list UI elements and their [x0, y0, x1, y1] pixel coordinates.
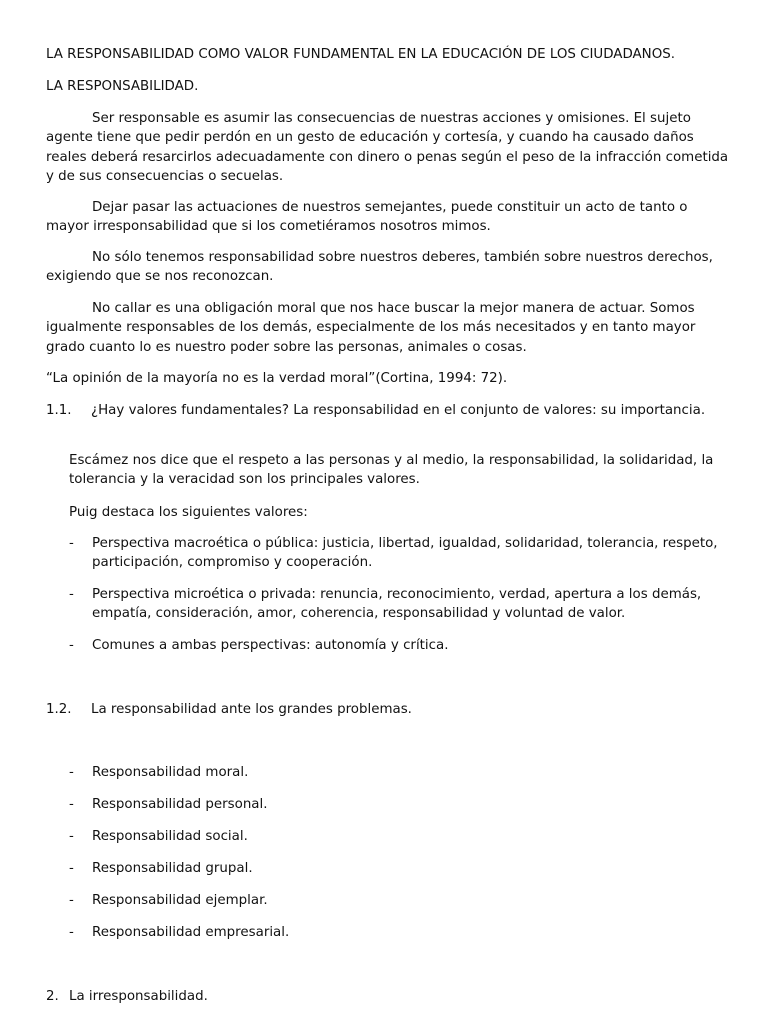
paragraph: Escámez nos dice que el respeto a las personas y al medio, la responsabilidad, la solidaridad, la tolerancia y la veracidad son los principales valores. — [69, 453, 714, 488]
list-item-text: Perspectiva macroética o pública: justicia, libertad, igualdad, solidaridad, tolerancia, respeto, participación, compromiso y cooperación. — [92, 536, 718, 571]
bullet-dash: - — [69, 829, 74, 844]
list-item — [69, 795, 752, 814]
section-1-2-heading — [46, 700, 753, 719]
list-item — [69, 763, 752, 782]
paragraph: No callar es una obligación moral que nos hace buscar la mejor manera de actuar. Somos igualmente responsables de los demás, especialmente de los más necesitados y en tanto mayor grado cuanto lo es nuestro poder sobre las personas, animales o cosas. — [46, 301, 696, 355]
section-2-heading — [46, 987, 753, 1006]
list-item-text: Responsabilidad moral. — [92, 765, 249, 780]
bullet-dash: - — [69, 638, 74, 653]
quote: “La opinión de la mayoría no es la verdad moral”(Cortina, 1994: 72). — [46, 371, 508, 386]
bullet-dash: - — [69, 893, 74, 908]
section-number: 1.1. — [46, 403, 72, 418]
list-item-text: Comunes a ambas perspectivas: autonomía y crítica. — [92, 638, 449, 653]
bullet-dash: - — [69, 765, 74, 780]
list-item — [69, 827, 752, 846]
bullet-dash: - — [69, 861, 74, 876]
paragraph: No sólo tenemos responsabilidad sobre nuestros deberes, también sobre nuestros derechos, exigiendo que se nos reconozcan. — [46, 250, 713, 285]
bullet-dash: - — [69, 925, 74, 940]
section-text: La responsabilidad ante los grandes problemas. — [91, 702, 412, 717]
list-item — [69, 891, 752, 910]
section-number: 2. — [46, 989, 59, 1004]
section-heading: LA RESPONSABILIDAD. — [46, 79, 199, 94]
section-1-1-heading — [46, 401, 753, 420]
list-item — [69, 534, 752, 573]
paragraph: Ser responsable es asumir las consecuencias de nuestras acciones y omisiones. El sujeto agente tiene que pedir perdón en un gesto de educación y cortesía, y cuando ha causado daños reales deberá resarcirlos adecuadamente con dinero o penas según el peso de la infracción cometida y de sus consecuencias o secuelas. — [46, 111, 729, 185]
section-number: 1.2. — [46, 702, 72, 717]
section-text: ¿Hay valores fundamentales? La responsabilidad en el conjunto de valores: su importancia. — [91, 403, 706, 418]
bullet-dash: - — [69, 587, 74, 602]
paragraph: Dejar pasar las actuaciones de nuestros semejantes, puede constituir un acto de tanto o mayor irresponsabilidad que si los cometiéramos nosotros mimos. — [46, 200, 688, 235]
section-text: La irresponsabilidad. — [69, 989, 208, 1004]
bullet-dash: - — [69, 536, 74, 551]
list-item-text: Responsabilidad personal. — [92, 797, 268, 812]
list-item-text: Responsabilidad social. — [92, 829, 248, 844]
list-item — [69, 636, 752, 655]
list-item-text: Responsabilidad ejemplar. — [92, 893, 268, 908]
list-item-text: Responsabilidad empresarial. — [92, 925, 290, 940]
list-item — [69, 585, 752, 624]
list-item — [69, 923, 752, 942]
bullet-dash: - — [69, 797, 74, 812]
list-item-text: Perspectiva microética o privada: renuncia, reconocimiento, verdad, apertura a los demás, empatía, consideración, amor, coherencia, responsabilidad y voluntad de valor. — [92, 587, 702, 622]
paragraph: Puig destaca los siguientes valores: — [69, 505, 308, 520]
document-title: LA RESPONSABILIDAD COMO VALOR FUNDAMENTAL EN LA EDUCACIÓN DE LOS CIUDADANOS. — [46, 47, 675, 62]
list-item-text: Responsabilidad grupal. — [92, 861, 253, 876]
list-item — [69, 859, 752, 878]
